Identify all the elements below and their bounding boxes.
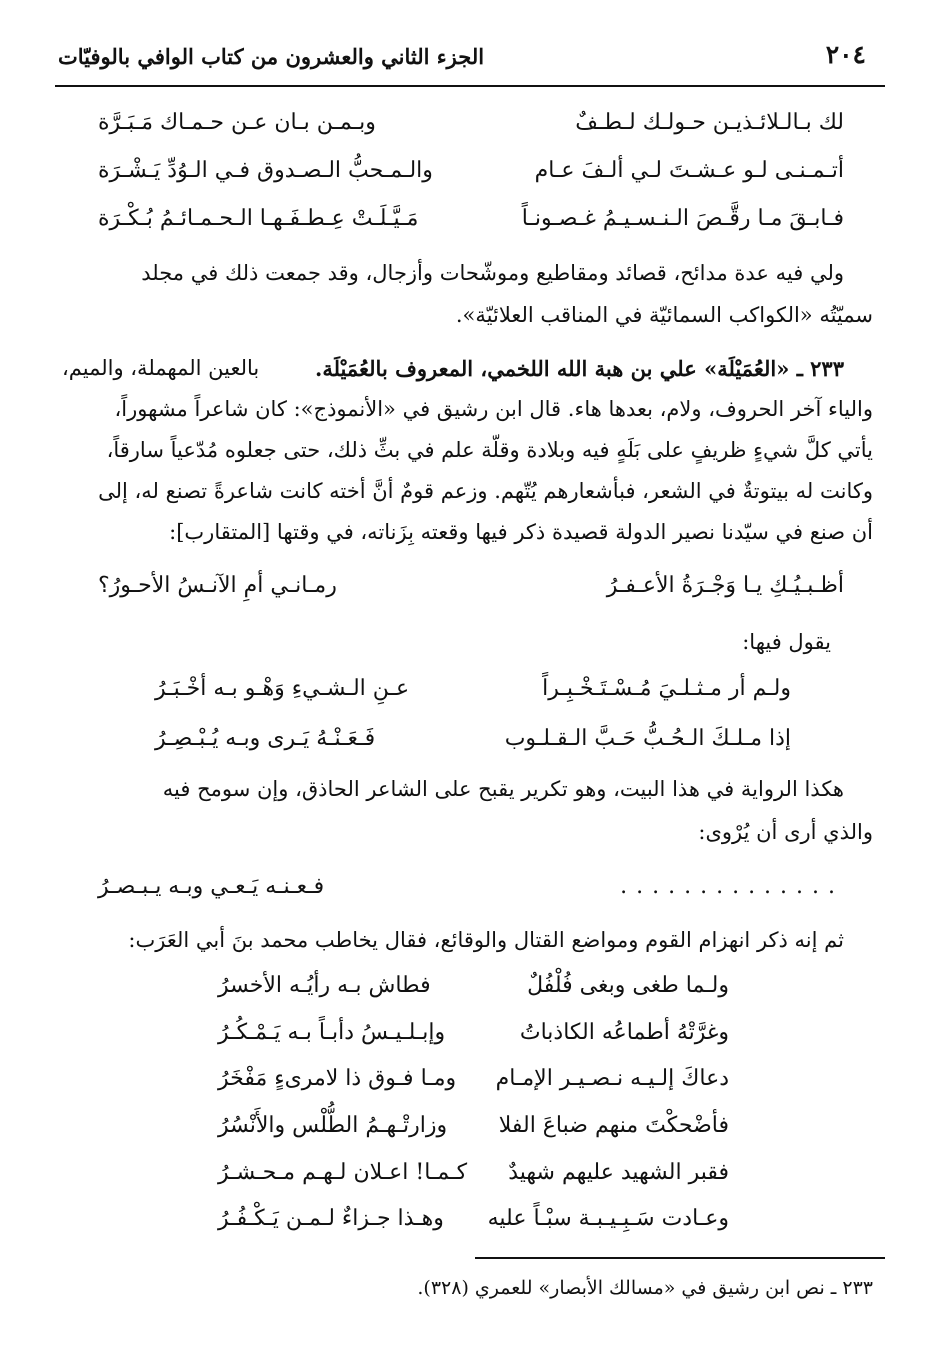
verse-hemistich-left: فطاش بـه رأيُـه الأخسرُ [218,973,431,998]
footnote: ٢٣٣ ـ نص ابن رشيق في «مسالك الأبصار» للعمري (٣٢٨). [417,1277,873,1299]
verse-hemistich-right: ولـما طغى وبغى فُلْفُلٌ [527,973,729,998]
paragraph-line: ولي فيه عدة مدائح، قصائد ومقاطيع وموشّحات وأزجال، وقد جمعت ذلك في مجلد [141,261,844,285]
page-number: ٢٠٤ [825,40,866,69]
verse-hemistich-right: فقبر الشهيد عليهم شهيدٌ [508,1160,729,1185]
verse-hemistich-right: أتـمـنـى لـو عـشـتَ لـي ألـفَ عـام [534,158,844,183]
verse-hemistich-left: كـمـا! اعـلان لـهـم مـحـشـرُ [218,1160,468,1185]
entry-text-line: وكانت له بيتوتةٌ في الشعر، فبأشعارهم يُتّهم. وزعم قومٌ أنَّ أخته كانت شاعرةً تصنع له، إلى [98,479,873,503]
verse-hemistich-left: ومـا فـوق ذا لامرىءٍ مَفْخَرُ [218,1066,457,1091]
verse-hemistich-right: وغرَّتْهُ أطماعُه الكاذباتُ [519,1020,729,1045]
verse-hemistich-right: ولـم أر مـثـلـيَ مُـسْـتَـخْـبِـراً [542,676,791,701]
entry-heading: ٢٣٣ ـ «العُمَيْلَة» علي بن هبة الله اللخمي، المعروف بالعُمَيْلَة. [315,356,844,381]
entry-text-line: أن صنع في سيّدنا نصير الدولة قصيدة ذكر فيها وقعته بِزَناته، في وقتها [المتقارب]: [169,520,873,544]
verse-hemistich-left: والـمـحبُّ الـصـدوق فـي الـوُدِّ يَـشْـرَة [98,158,433,183]
paragraph-line: هكذا الرواية في هذا البيت، وهو تكرير يقبح على الشاعر الحاذق، وإن سومح فيه [162,777,844,801]
ellipsis-hemistich: . . . . . . . . . . . . . . [620,874,836,899]
verse-hemistich-left: وهـذا جـزاءٌ لـمـن يَـكْـفُـرُ [218,1206,444,1231]
verse-hemistich-right: فأضْحكْتَ منهم ضباعَ الفلا [498,1113,729,1138]
verse-hemistich-right: دعاكَ إلـيـه نـصـيـر الإمـام [495,1066,729,1091]
footnote-divider [475,1257,885,1259]
entry-text-line: والياء آخر الحروف، ولام، بعدها هاء. قال ابن رشيق في «الأنموذج»: كان شاعراً مشهوراً، [114,397,873,421]
running-header-title: الجزء الثاني والعشرون من كتاب الوافي بالوفيّات [58,44,485,69]
entry-text-line: بالعين المهملة، والميم، [62,356,260,380]
verse-hemistich-right: لك بـالـلائـذيـن حـولـك لـطـفٌ [575,110,844,135]
verse-hemistich-left: عـنِ الـشـيءِ وَهْـو بـه أخْـبَـرُ [155,676,410,701]
paragraph-line: ثم إنه ذكر انهزام القوم ومواضع القتال والوقائع، فقال يخاطب محمد بنَ أبي العَرَب: [128,928,844,952]
verse-hemistich-left: وبـمـن بـان عـن حـمـاك مَـبَـرَّة [98,110,376,135]
verse-hemistich-left: رمـانـي أمِ الآنـسُ الأحـورُ؟ [98,573,337,598]
entry-text-line: يأتي كلَّ شيءٍ ظريفٍ على بَلَهٍ فيه وبلادة وقلّة علم في بثِّ ذلك، حتى جعلوه مُدّعياً سارقاً، [106,438,873,462]
verse-hemistich-left: مَـيَّـلَـتْ عِـطـفَـهـا الـحـمـائـمُ بُـكْـرَة [98,206,419,231]
intro-line: يقول فيها: [742,630,831,654]
verse-hemistich-left: فـعـنـه يَـعـي وبـه يـبـصـرُ [98,874,325,899]
verse-hemistich-right: إذا مـلـكَ الـحُـبُّ حَـبَّ الـقـلـوب [504,726,791,751]
paragraph-line: سميّتُه «الكواكب السمائيّة في المناقب العلائيّة». [455,303,873,327]
paragraph-line: والذي أرى أن يُرْوى: [698,820,873,844]
verse-hemistich-left: وزارتْـهـمُ الطُّلْس والأَنْسُرُ [218,1113,448,1138]
verse-hemistich-right: فـابـقَ مـا رقَّـصَ الـنـسـيـمُ غـصـونـاً [521,206,844,231]
verse-hemistich-left: وإبـلـيـسُ دأبـاً بـه يَـمْـكُـرُ [218,1020,446,1045]
header-divider [55,85,885,87]
verse-hemistich-left: فَـعَـنْـهُ يَـرى وبـه يُـبْـصِـرُ [155,726,376,751]
verse-hemistich-right: أظـبـيُـكِ يـا وَجْـرَةُ الأعـفـرُ [606,573,844,598]
verse-hemistich-right: وعـادت سَـبِـيـبـة سبْـاً عليه [487,1206,729,1231]
